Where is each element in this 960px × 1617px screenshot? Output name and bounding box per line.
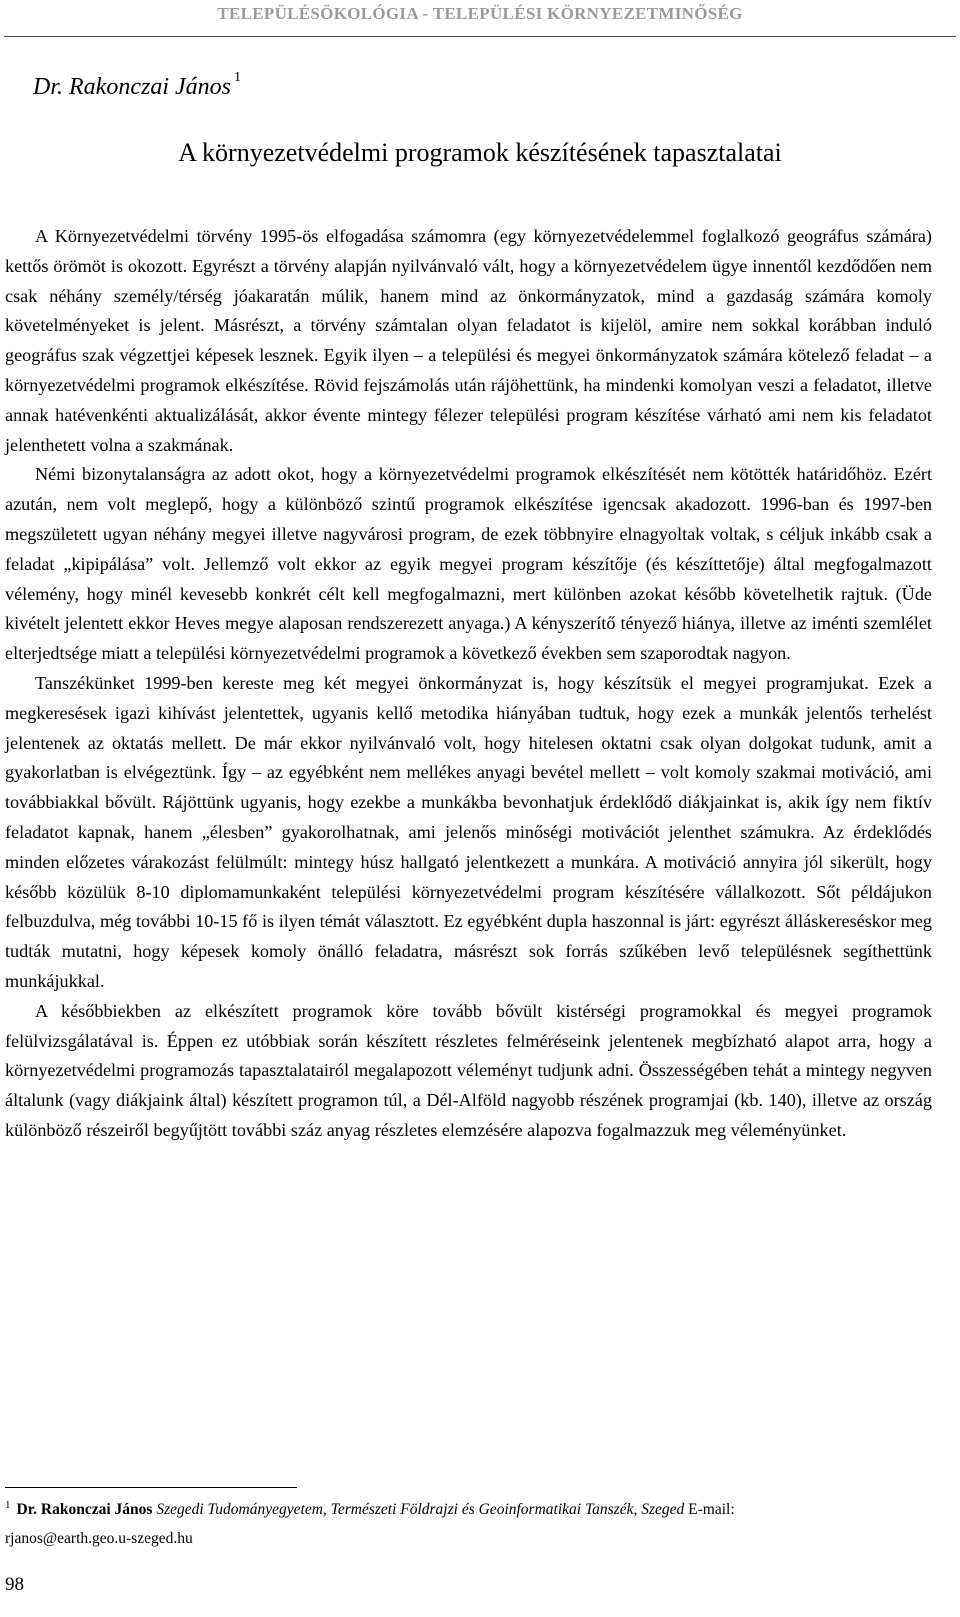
- footnote-rule: [5, 1487, 297, 1488]
- article-body: [5, 222, 932, 1146]
- footnote-author: Dr. Rakonczai János: [16, 1501, 153, 1518]
- paragraph: Tanszékünket 1999-ben kereste meg két megyei önkormányzat is, hogy készítsük el megyei programjukat. Ezek a megkeresések igazi kihívást jelentettek, ugyanis kellő metodika hiányában tudtuk, hogy ezek a munkák jelentős terhelést jelentenek az oktatás mellett. De már ekkor nyilvánvaló volt, hogy hitelesen oktatni csak olyan dolgokat tudunk, amit a gyakorlatban is elvégeztünk. Így – az egyébként nem mellékes anyagi bevétel mellett – volt komoly szakmai motiváció, ami továbbiakkal bővült. Rájöttünk ugyanis, hogy ezekbe a munkákba bevonhatjuk érdeklődő diákjainkat is, akik így nem fiktív feladatot kapnak, hanem „élesben” gyakorolhatnak, ami jelenős minőségi motivációt jelenthet számukra. Az érdeklődés minden előzetes várakozást felülmúlt: mintegy húsz hallgató jelentkezett a munkára. A motiváció annyira jól sikerült, hogy később közülük 8-10 diplomamunkaként települési környezetvédelmi program készítésére vállalkozott. Sőt példájukon felbuzdulva, még további 10-15 fő is ilyen témát választott. Ez egyébként dupla haszonnal is járt: egyrészt álláskereséskor meg tudták mutatni, hogy képesek komoly önálló feladatra, másrészt sok forrás szűkében levő településnek segíthettünk munkájukkal.: [5, 672, 932, 991]
- author-line: [33, 70, 241, 101]
- footnote-email-label: E-mail:: [688, 1501, 735, 1518]
- author-name: Dr. Rakonczai János: [33, 74, 231, 100]
- paragraph: A későbbiekben az elkészített programok köre tovább bővült kistérségi programokkal és megyei programok felülvizsgálatával is. Éppen ez utóbbiak során készített részletes felméréseink jelentenek megbízható alapot arra, hogy a környezetvédelmi programozás tapasztalatairól megalapozott véleményt tudjunk adni. Összességében tehát a mintegy negyven általunk (vagy diákjaink által) készített programon túl, a Dél-Alföld nagyobb részének programjai (kb. 140), illetve az ország különböző részeiről begyűjtött további száz anyag részletes elemzésére alapozva fogalmazzuk meg véleményünket.: [5, 1000, 932, 1140]
- footnote-institution: Szegedi Tudományegyetem, Természeti Földrajzi és Geoinformatikai Tanszék, Szeged: [156, 1501, 685, 1518]
- paragraph: A Környezetvédelmi törvény 1995-ös elfogadása számomra (egy környezetvédelemmel foglalkozó geográfus számára) kettős örömöt is okozott. Egyrészt a törvény alapján nyilvánvaló vált, hogy a környezetvédelem ügye innentől kezdődően nem csak néhány személy/térség jóakaratán múlik, hanem mind az önkormányzatok, mind a gazdaság számára komoly követelményeket is jelent. Másrészt, a törvény számtalan olyan feladatot is kijelöl, amire nem sokkal korábban induló geográfus szak végzettjei képesek lesznek. Egyik ilyen – a települési és megyei önkormányzatok számára kötelező feladat – a környezetvédelmi programok elkészítése. Rövid fejszámolás után rájöhettünk, ha mindenki komolyan veszi a feladatot, illetve annak hatévenkénti aktualizálását, akkor évente mintegy félezer települési program készítése várható ami nem kis feladatot jelenthetett volna a szakmának.: [5, 226, 932, 455]
- header-rule: [4, 36, 956, 37]
- page-number: 98: [5, 1574, 24, 1595]
- footnote-email: rjanos@earth.geo.u-szeged.hu: [5, 1530, 193, 1547]
- footnote-mark: 1: [5, 1499, 11, 1511]
- paragraph: Némi bizonytalanságra az adott okot, hogy a környezetvédelmi programok elkészítését nem kötötték határidőhöz. Ezért azután, nem volt meglepő, hogy a különböző szintű programok elkészítése igencsak akadozott. 1996-ban és 1997-ben megszületett ugyan néhány megyei illetve nagyvárosi program, de ezek többnyire elnagyoltak voltak, s céljuk inkább csak a feladat „kipipálása” volt. Jellemző volt ekkor az egyik megyei program készítője (és készíttetője) által megfogalmazott vélemény, hogy minél kevesebb konkrét célt kell megfogalmazni, mert különben azokat később követelhetik rajtuk. (Üde kivételt jelentett ekkor Heves megye alaposan rendszerezett anyaga.) A kényszerítő tényező hiánya, illetve az iménti szemlélet elterjedtsége miatt a települési környezetvédelmi programok a következő években sem szaporodtak nagyon.: [5, 464, 932, 664]
- running-header: TELEPÜLÉSÖKOLÓGIA - TELEPÜLÉSI KÖRNYEZETMINŐSÉG: [217, 4, 743, 23]
- footnote: [5, 1496, 935, 1552]
- author-footnote-mark: 1: [233, 70, 241, 85]
- article-title: A környezetvédelmi programok készítésének tapasztalatai: [178, 138, 782, 167]
